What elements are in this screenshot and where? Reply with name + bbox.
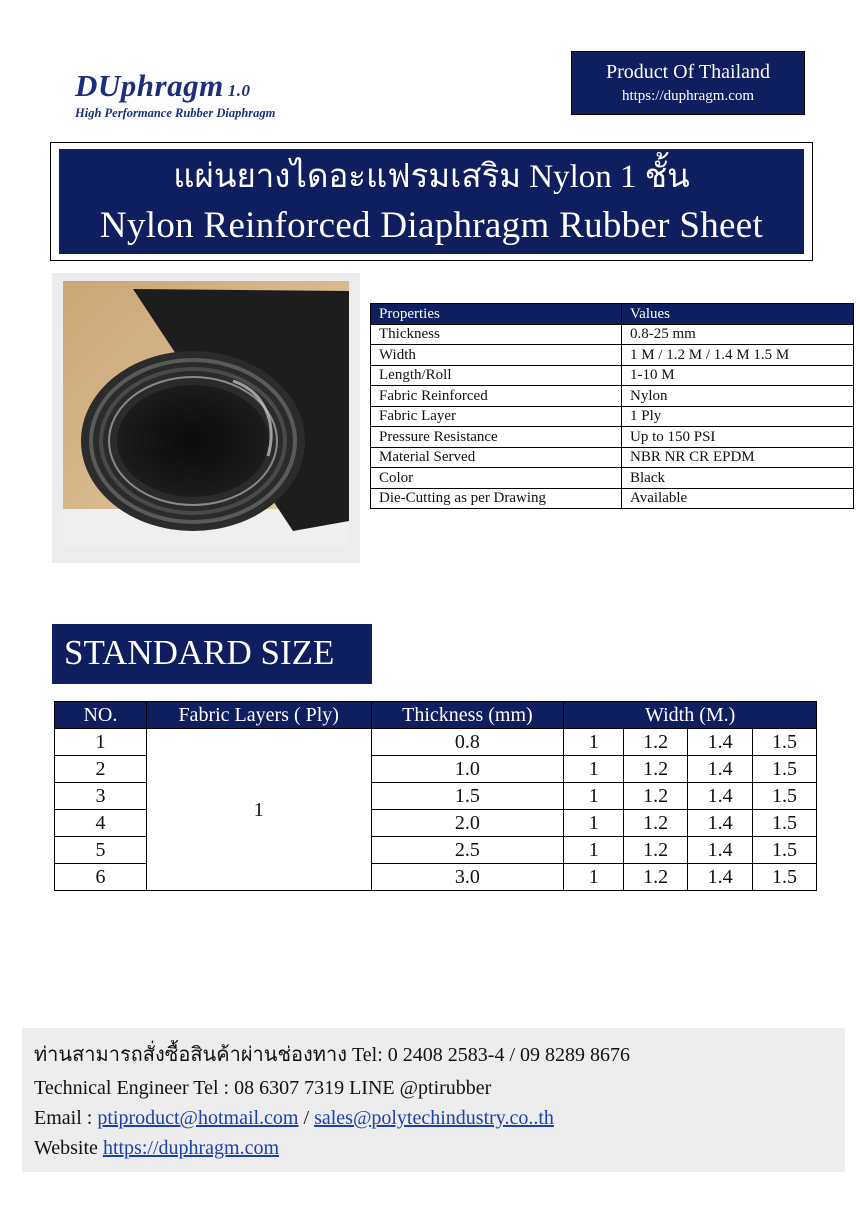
width-value: 1.5	[753, 837, 817, 864]
technical-engineer-line: Technical Engineer Tel : 08 6307 7319 LINE @ptirubber	[34, 1077, 492, 1099]
property-value: Nylon	[622, 386, 854, 407]
row-number: 2	[55, 756, 147, 783]
property-value: Black	[622, 468, 854, 489]
row-number: 3	[55, 783, 147, 810]
email-separator: /	[298, 1107, 315, 1129]
property-value: Available	[622, 488, 854, 509]
logo-tagline: High Performance Rubber Diaphragm	[75, 106, 276, 120]
title-thai: แผ่นยางไดอะแฟรมเสริม Nylon 1 ชั้น	[173, 159, 690, 195]
fabric-layers-value: 1	[146, 729, 371, 891]
width-value: 1.2	[624, 810, 688, 837]
values-header: Values	[622, 304, 854, 325]
website-link[interactable]: https://duphragm.com	[102, 1137, 280, 1159]
website-label: Website	[34, 1137, 103, 1159]
width-value: 1.4	[688, 783, 753, 810]
website-line	[34, 1137, 279, 1160]
rubber-roll-illustration	[63, 281, 349, 546]
property-name: Thickness	[371, 324, 622, 345]
fabric-layers-header: Fabric Layers ( Ply)	[146, 702, 371, 729]
property-value: 0.8-25 mm	[622, 324, 854, 345]
size-header-row	[55, 702, 817, 729]
width-value: 1.5	[753, 756, 817, 783]
row-number: 5	[55, 837, 147, 864]
size-row	[55, 729, 817, 756]
width-value: 1.2	[624, 783, 688, 810]
properties-row	[371, 468, 854, 489]
width-value: 1.4	[688, 756, 753, 783]
logo-version: 1.0	[227, 81, 251, 100]
order-phone-line: ท่านสามารถสั่งซื้อสินค้าผ่านช่องทาง Tel: 0 2408 2583-4 / 09 8289 8676	[34, 1044, 631, 1066]
property-name: Die-Cutting as per Drawing	[371, 488, 622, 509]
properties-row	[371, 345, 854, 366]
contact-footer	[22, 1028, 845, 1172]
property-value: NBR NR CR EPDM	[622, 447, 854, 468]
origin-text: Product Of Thailand	[605, 61, 771, 83]
property-name: Fabric Layer	[371, 406, 622, 427]
width-value: 1	[564, 756, 624, 783]
properties-header-row	[371, 304, 854, 325]
width-value: 1.2	[624, 756, 688, 783]
width-value: 1.5	[753, 810, 817, 837]
thickness-value: 1.0	[371, 756, 564, 783]
width-value: 1.5	[753, 864, 817, 891]
width-value: 1.4	[688, 810, 753, 837]
width-value: 1	[564, 810, 624, 837]
properties-row	[371, 365, 854, 386]
thickness-value: 2.0	[371, 810, 564, 837]
properties-row	[371, 447, 854, 468]
width-value: 1	[564, 837, 624, 864]
email-label: Email :	[34, 1107, 98, 1129]
properties-row	[371, 386, 854, 407]
property-value: 1-10 M	[622, 365, 854, 386]
thickness-header: Thickness (mm)	[371, 702, 564, 729]
properties-row	[371, 324, 854, 345]
rubber-roll-photo	[63, 281, 349, 546]
width-value: 1.5	[753, 783, 817, 810]
standard-size-table	[54, 701, 817, 891]
row-number: 1	[55, 729, 147, 756]
badge-url[interactable]: https://duphragm.com	[621, 88, 755, 104]
row-number: 6	[55, 864, 147, 891]
email-link-ptiproduct[interactable]: ptiproduct@hotmail.com	[97, 1107, 299, 1129]
width-value: 1	[564, 783, 624, 810]
width-value: 1.2	[624, 864, 688, 891]
width-value: 1.2	[624, 729, 688, 756]
property-name: Length/Roll	[371, 365, 622, 386]
width-value: 1.4	[688, 729, 753, 756]
logo-name: DUphragm	[75, 68, 224, 103]
standard-size-heading: STANDARD SIZE	[52, 624, 372, 684]
width-value: 1.4	[688, 864, 753, 891]
property-name: Width	[371, 345, 622, 366]
title-english: Nylon Reinforced Diaphragm Rubber Sheet	[99, 205, 764, 246]
width-header: Width (M.)	[564, 702, 817, 729]
row-number: 4	[55, 810, 147, 837]
width-value: 1.5	[753, 729, 817, 756]
property-name: Fabric Reinforced	[371, 386, 622, 407]
origin-badge	[571, 51, 805, 115]
email-line	[34, 1107, 554, 1130]
properties-row	[371, 427, 854, 448]
thickness-value: 2.5	[371, 837, 564, 864]
thickness-value: 0.8	[371, 729, 564, 756]
brand-logo	[75, 70, 315, 120]
property-name: Material Served	[371, 447, 622, 468]
property-name: Color	[371, 468, 622, 489]
width-value: 1	[564, 729, 624, 756]
property-value: 1 Ply	[622, 406, 854, 427]
property-value: 1 M / 1.2 M / 1.4 M 1.5 M	[622, 345, 854, 366]
thickness-value: 3.0	[371, 864, 564, 891]
properties-row	[371, 488, 854, 509]
thickness-value: 1.5	[371, 783, 564, 810]
no-header: NO.	[55, 702, 147, 729]
properties-header: Properties	[371, 304, 622, 325]
email-link-sales[interactable]: sales@polytechindustry.co..th	[314, 1107, 554, 1129]
width-value: 1	[564, 864, 624, 891]
property-name: Pressure Resistance	[371, 427, 622, 448]
properties-row	[371, 406, 854, 427]
property-value: Up to 150 PSI	[622, 427, 854, 448]
properties-table	[370, 303, 854, 509]
title-banner	[59, 149, 804, 254]
width-value: 1.4	[688, 837, 753, 864]
width-value: 1.2	[624, 837, 688, 864]
